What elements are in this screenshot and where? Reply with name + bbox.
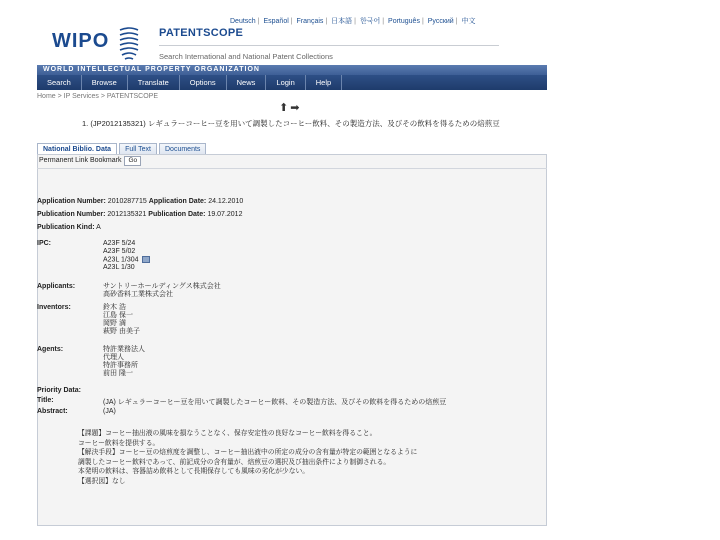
agents-label: Agents:: [37, 346, 64, 353]
tab-documents[interactable]: Documents: [159, 143, 206, 154]
inventor: 萩野 由美子: [103, 328, 140, 335]
applicants-label: Applicants:: [37, 283, 76, 290]
ipc-info-icon[interactable]: [142, 256, 150, 263]
language-link-ru[interactable]: Русский: [427, 18, 454, 25]
publication-number: 2012135321: [107, 211, 147, 218]
right-arrow-icon[interactable]: ➡: [290, 102, 300, 114]
agent: 特許業務法人: [103, 346, 145, 353]
permalink-bar: [37, 155, 141, 166]
nav-options[interactable]: Options: [180, 75, 227, 90]
title-value: (JA) レギュラーコーヒー豆を用いて調製したコーヒー飲料、その製造方法、及びその飲料を得るための焙煎豆: [103, 399, 447, 406]
nav-search[interactable]: Search: [37, 75, 82, 90]
publication-date-label: Publication Date:: [148, 211, 206, 218]
application-date-label: Application Date:: [148, 198, 207, 205]
publication-date: 19.07.2012: [207, 211, 243, 218]
language-link-es[interactable]: Español: [263, 18, 289, 25]
inventors-label: Inventors:: [37, 304, 71, 311]
publication-info: [37, 211, 242, 218]
inventors-list: [103, 304, 140, 336]
result-navigation: [279, 103, 299, 114]
nav-news[interactable]: News: [227, 75, 267, 90]
abstract-line: 調製したコーヒー飲料であって、前記成分の含有量が、焙煎豆の選択及び抽出条件により制御される。: [78, 458, 391, 466]
publication-kind-label: Publication Kind:: [37, 224, 95, 231]
applicants-list: [103, 283, 221, 299]
inventor: 江島 保一: [103, 312, 133, 319]
abstract-line: コーヒー飲料を提供する。: [78, 439, 160, 447]
title-divider: [159, 45, 499, 46]
title-label: Title:: [37, 397, 54, 404]
wipo-logo[interactable]: [52, 24, 142, 64]
ipc-list: [103, 240, 150, 272]
application-date: 24.12.2010: [208, 198, 244, 205]
permalink-label[interactable]: Permanent Link Bookmark: [39, 157, 122, 164]
publication-kind-info: [37, 224, 101, 231]
agents-list: [103, 346, 145, 378]
nav-login[interactable]: Login: [266, 75, 305, 90]
language-bar: Deutsch | Español | Français | 日本語 | 한국어 | Português | Русский | 中文: [230, 18, 476, 25]
main-nav: [37, 75, 547, 90]
agent: 前田 隆一: [103, 370, 133, 377]
tab-bar: [37, 143, 206, 154]
application-info: [37, 198, 243, 205]
language-link-pt[interactable]: Português: [388, 18, 420, 25]
breadcrumb: Home > IP Services > PATENTSCOPE: [37, 93, 158, 100]
application-number-label: Application Number:: [37, 198, 106, 205]
ipc-label: IPC:: [37, 240, 51, 247]
ipc-code[interactable]: A23L 1/304: [103, 256, 139, 264]
abstract-language: (JA): [103, 408, 116, 415]
language-link-zh[interactable]: 中文: [461, 18, 476, 25]
ipc-code[interactable]: A23L 1/30: [103, 264, 135, 271]
abstract-text: [78, 429, 541, 487]
language-link-fr[interactable]: Français: [296, 18, 324, 25]
priority-data-label: Priority Data:: [37, 387, 81, 394]
up-arrow-icon[interactable]: ⬆: [279, 102, 289, 114]
language-link-de[interactable]: Deutsch: [230, 18, 256, 25]
wipo-logo-text: WIPO: [52, 30, 110, 52]
permalink-go-button[interactable]: Go: [124, 156, 141, 166]
publication-number-label: Publication Number:: [37, 211, 106, 218]
ipc-code[interactable]: A23F 5/02: [103, 248, 136, 255]
language-link-ko[interactable]: 한국어: [359, 18, 381, 25]
abstract-line: 【選択図】なし: [78, 477, 126, 485]
nav-translate[interactable]: Translate: [128, 75, 180, 90]
applicant: 高砂香料工業株式会社: [103, 291, 173, 298]
organization-bar: WORLD INTELLECTUAL PROPERTY ORGANIZATION: [37, 65, 547, 75]
nav-help[interactable]: Help: [306, 75, 342, 90]
abstract-line: 【解決手段】コーヒー豆の焙煎度を調整し、コーヒー抽出液中の所定の成分の含有量が特定の範囲となるように: [78, 449, 418, 457]
inventor: 鈴木 浩: [103, 304, 126, 311]
app-subtitle: Search International and National Patent Collections: [159, 52, 333, 61]
language-link-ja[interactable]: 日本語: [331, 18, 353, 25]
app-title: PATENTSCOPE: [159, 27, 244, 39]
inventor: 岡野 満: [103, 320, 126, 327]
ipc-code-row: [103, 256, 150, 264]
nav-browse[interactable]: Browse: [82, 75, 128, 90]
document-title: 1. (JP2012135321) レギュラーコーヒー豆を用いて調製したコーヒー飲料、その製造方法、及びその飲料を得るための焙煎豆: [82, 119, 500, 128]
tab-full-text[interactable]: Full Text: [119, 143, 157, 154]
globe-icon: [118, 24, 140, 62]
tab-national-biblio-data[interactable]: National Biblio. Data: [37, 143, 117, 154]
agent: 特許事務所: [103, 362, 138, 369]
applicant: サントリーホールディングス株式会社: [103, 283, 221, 290]
ipc-code[interactable]: A23F 5/24: [103, 240, 136, 247]
application-number: 2010287715: [107, 198, 147, 205]
abstract-label: Abstract:: [37, 408, 68, 415]
abstract-line: 【課題】コーヒー抽出液の風味を損なうことなく、保存安定性の良好なコーヒー飲料を得ること。: [78, 430, 377, 437]
permalink-divider: [37, 168, 547, 169]
abstract-line: 本発明の飲料は、容器詰め飲料として長期保存しても風味の劣化が少ない。: [78, 468, 310, 476]
publication-kind: A: [96, 224, 101, 231]
agent: 代理人: [103, 354, 124, 361]
